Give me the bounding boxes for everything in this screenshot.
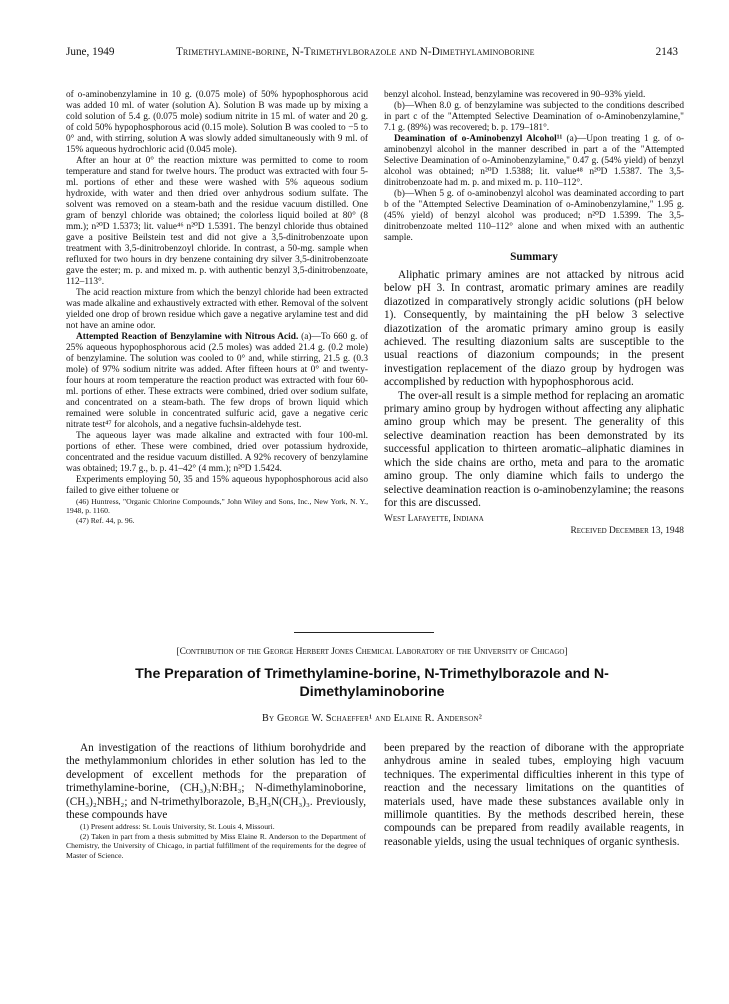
subsection-heading: Attempted Reaction of Benzylamine with Nitrous Acid. (76, 332, 299, 342)
top-left-column (66, 90, 368, 610)
paragraph: The acid reaction mixture from which the benzyl chloride had been extracted was made alkaline and exhaustively extracted with ether. Removal of the solvent yielded one drop of brown residue which gave a negative arylamine test and did not have an amine odor. (66, 288, 369, 331)
section-divider (294, 632, 434, 633)
article-title: The Preparation of Trimethylamine-borine, N-Trimethylborazole and N-Dimethylaminoborine (135, 666, 609, 700)
summary-heading: Summary (510, 251, 558, 263)
contribution-line: [Contribution of the George Herbert Jones Chemical Laboratory of the University of Chicago] (176, 647, 568, 657)
address-block (384, 514, 684, 538)
bottom-left-column (66, 742, 366, 942)
paragraph: An investigation of the reactions of lithium borohydride and the methylammonium chlorides in ether solution has led to the development of excellent methods for the preparation of trimethylamine-borine, (CH₃)₃N:BH₃; N-dimethylaminoborine, (CH₃)₂NBH₂; and N-trimethylborazole, B₃H₃N(CH₃)₃. Previously, these compounds have (66, 742, 366, 822)
summary-paragraph: The over-all result is a simple method for replacing an aromatic primary amino group by hydrogen without affecting any aliphatic amino group which may be present. The generality of this selective deamination reaction has been demonstrated by its successful application to thirteen aromatic–aliphatic diamines in which the side chains are ortho, meta and para to the aromatic amino group. The only diamine which fails to undergo the selective deamination reaction is o-aminobenzylamine; the reasons for this are discussed. (384, 389, 684, 509)
paragraph: Experiments employing 50, 35 and 15% aqueous hypophosphorous acid also failed to give either toluene or (66, 475, 368, 496)
page-number: 2143 (655, 46, 678, 58)
footnote-2: (2) Taken in part from a thesis submitted by Miss Elaine R. Anderson to the Department of Chemistry, the University of Chicago, in partial fulfillment of the requirements for the degree of Master of Science. (66, 831, 366, 860)
paragraph: of o-aminobenzylamine in 10 g. (0.075 mole) of 50% hypophosphorous acid was added 10 ml. of water (solution A). Solution B was made up by mixing a cold solution of 5.4 g. (0.075 mole) sodium nitrite in 15 ml. of water and 20 g. of cold 50% hypophosphorous acid (0.15 mole). Solution B was cooled to −5 to 0° and, with stirring, solution A was slowly added simultaneously with 9 ml. of 15% aqueous hydrochloric acid (0.045 mole). (66, 90, 368, 155)
received-date: Received December 13, 1948 (570, 526, 684, 537)
footnote-47: (47) Ref. 44, p. 96. (76, 515, 135, 525)
authors: By George W. Schaeffer¹ and Elaine R. Anderson² (262, 713, 482, 724)
paragraph: After an hour at 0° the reaction mixture was permitted to come to room temperature and stand for twelve hours. The product was extracted with four 5-ml. portions of ether and these were washed with 5% aqueous sodium hydroxide, with water and then dried over anhydrous sodium sulfate. The solvent was removed on a steam-bath and the residue vacuum distilled. One gram of benzyl chloride was obtained; the colorless liquid boiled at 80° (8 mm.); n²⁰D 1.5373; lit. value⁴⁶ n²⁰D 1.5391. The benzyl chloride thus obtained gave a positive Beilstein test and did not give a 3,5-dinitrobenzoate upon treatment with 3,5-dinitrobenzoyl chloride. In contrast, a 50-mg. sample when refluxed for two hours in dry benzene containing dry silver 3,5-dinitrobenzoate gave the ester; m. p. and mixed m. p. with authentic benzyl 3,5-dinitrobenzoate, 112–113°. (66, 156, 368, 287)
running-title: Trimethylamine-borine, N-Trimethylborazole and N-Dimethylaminoborine (176, 46, 535, 58)
paragraph (384, 134, 684, 189)
top-right-column (384, 90, 684, 660)
footnote-46: (46) Huntress, "Organic Chlorine Compounds," John Wiley and Sons, Inc., New York, N. Y., 1948, p. 1160. (66, 497, 368, 516)
paragraph: (b)—When 8.0 g. of benzylamine was subjected to the conditions described in part c of the "Attempted Selective Deamination of o-Aminobenzylamine," 7.1 g. (89%) was recovered; b. p. 179–181°. (384, 101, 684, 133)
paragraph-body: (a)—To 660 g. of 25% aqueous hypophosphorous acid (2.5 moles) was added 21.4 g. (0.2 mole) of benzylamine. The solution was cooled to 0° and, while stirring, 21.5 g. (0.3 mole) of 97% sodium nitrite was added. After fifteen hours at 0° and twenty-four hours at room temperature the reaction product was extracted with four 60-ml. portions of ether. These extracts were combined, dried over sodium sulfate, and concentrated on a steam-bath. The few drops of brown liquid which remained were soluble in concentrated sulfuric acid, gave a negative ceric nitrate test⁴⁷ for alcohols, and a negative fuchsin-aldehyde test. (66, 332, 368, 430)
address: West Lafayette, Indiana (384, 514, 484, 525)
paragraph (66, 332, 368, 431)
paragraph: been prepared by the reaction of diborane with the appropriate anhydrous amine in sealed tubes, employing high vacuum techniques. The experimental difficulties inherent in this type of reaction and the necessary limitations on the quantities of materials used, have made these substances available only in millimole quantities. By the methods described herein, these compounds can be prepared from readily available reagents, in reasonable yields, using the usual techniques of organic synthesis. (384, 742, 684, 848)
paragraph: (b)—When 5 g. of o-aminobenzyl alcohol was deaminated according to part b of the "Attempted Selective Deamination of o-Aminobenzylamine," 1.95 g. (45% yield) of benzyl alcohol was produced; n²⁰D 1.5399. The 3,5-dinitrobenzoate melted 110–112° alone and when mixed with an authentic sample. (384, 189, 684, 243)
summary-paragraph: Aliphatic primary amines are not attacked by nitrous acid below pH 3. In contrast, aromatic primary amines are readily diazotized in comparatively strongly acidic solutions (pH below 1). Consequently, by maintaining the pH below 3 selective diazotization of the aromatic primary amino group is easily achieved. The resulting diazonium salts are susceptible to the usual reactions of diazonium compounds; in the present investigation replacement of the diazo group by hydrogen was accomplished by reduction with hypophosphorous acid. (384, 269, 684, 389)
running-head (66, 44, 678, 60)
paragraph: The aqueous layer was made alkaline and extracted with four 100-ml. portions of ether. These were combined, dried over potassium hydroxide, concentrated and the residue vacuum distilled. A 92% recovery of benzylamine was obtained; 19.7 g., b. p. 41–42° (4 mm.); n²⁰D 1.5424. (66, 431, 368, 474)
paragraph: benzyl alcohol. Instead, benzylamine was recovered in 90–93% yield. (384, 90, 646, 100)
issue-date: June, 1949 (66, 46, 115, 58)
summary-body (384, 269, 684, 510)
footnote-1: (1) Present address: St. Louis University, St. Louis 4, Missouri. (80, 822, 275, 832)
paragraph-body: (a)—Upon treating 1 g. of o-aminobenzyl alcohol in the manner described in part a of the "Attempted Selective Deamination of o-Aminobenzylamine," 0.47 g. (54% yield) of benzyl alcohol was obtained; n²⁰D 1.5388; lit. value⁴⁸ n²⁰D 1.5387. The 3,5-dinitrobenzoate had m. p. and mixed m. p. 110–112°. (384, 134, 684, 188)
subsection-heading: Deamination of o-Aminobenzyl Alcohol¹¹ (394, 134, 563, 144)
bottom-right-column (384, 742, 684, 942)
